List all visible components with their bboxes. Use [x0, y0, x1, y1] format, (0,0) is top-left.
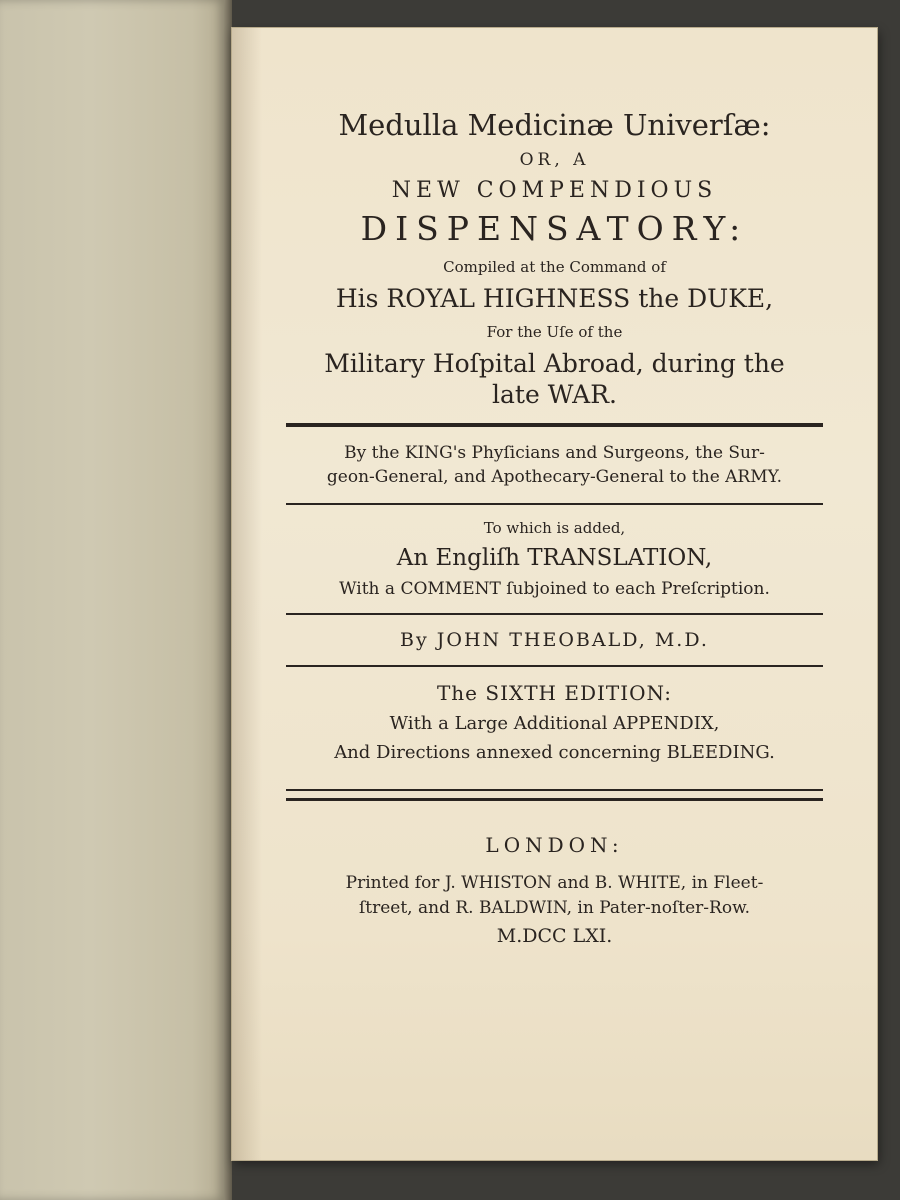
divider-rule-3 [286, 613, 823, 615]
physicians-line-1: By the KING's Phyſicians and Surgeons, the Sur- [344, 443, 765, 463]
divider-rule-1 [286, 423, 823, 427]
comment-line: With a COMMENT ſubjoined to each Preſcription. [339, 579, 770, 599]
or-a-line: OR, A [519, 150, 590, 170]
divider-double-rule [286, 789, 823, 801]
divider-rule-4 [286, 665, 823, 667]
late-war-line: late WAR. [492, 380, 617, 409]
bleeding-line: And Directions annexed concerning BLEEDING. [334, 742, 775, 763]
to-which-added-line: To which is added, [483, 519, 626, 537]
subtitle-new-compendious: NEW COMPENDIOUS [391, 178, 718, 203]
title-page [232, 28, 877, 1160]
imprint-printer-line-1: Printed for J. WHISTON and B. WHITE, in Fleet- [345, 873, 764, 893]
divider-rule-2 [286, 503, 823, 505]
edition-line: The SIXTH EDITION: [436, 681, 673, 705]
subtitle-dispensatory: DISPENSATORY: [360, 209, 749, 248]
for-the-use-line: For the Uſe of the [486, 323, 623, 341]
imprint-city: LONDON: [485, 833, 624, 857]
main-title: Medulla Medicinæ Univerſæ: [338, 108, 771, 142]
imprint-printer-line-2: ſtreet, and R. BALDWIN, in Pater-noſter-Row. [358, 898, 751, 918]
royal-highness-line: His ROYAL HIGHNESS the DUKE, [335, 284, 774, 313]
appendix-line: With a Large Additional APPENDIX, [389, 713, 720, 734]
english-translation-line: An Engliſh TRANSLATION, [396, 545, 713, 571]
compiled-line: Compiled at the Command of [443, 258, 666, 276]
military-hospital-line: Military Hoſpital Abroad, during the [324, 349, 785, 378]
physicians-line-2: geon-General, and Apothecary-General to the ARMY. [326, 467, 783, 487]
book-cover-board [0, 0, 226, 1200]
author-line: By JOHN THEOBALD, M.D. [400, 629, 709, 651]
imprint-date: M.DCC LXI. [496, 925, 613, 947]
title-page-text [272, 108, 837, 947]
